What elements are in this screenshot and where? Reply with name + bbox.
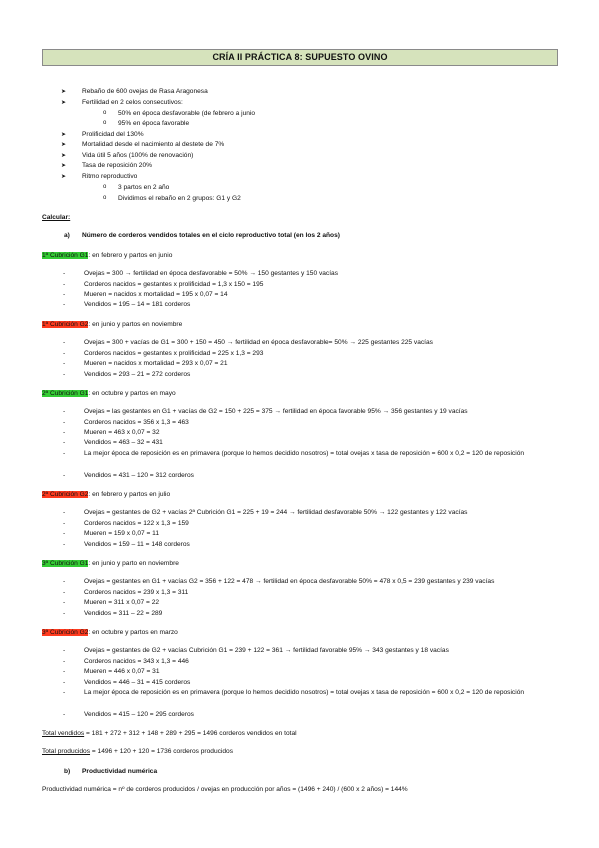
productividad-line: Productividad numérica = nº de corderos producidos / ovejas en producción por años = (1496 + 240) / (600 x 2 años) = 144% <box>42 786 408 793</box>
block-line: - Mueren = nacidos x mortalidad = 195 x 0,07 = 14 <box>84 291 228 299</box>
block-tag: 2ª Cubrición G2 <box>42 491 89 498</box>
block-heading: 1ª Cubrición G1: en febrero y partos en junio <box>42 252 173 259</box>
block-tag: 1ª Cubrición G2 <box>42 321 89 328</box>
block-line: - Ovejas = 300 + vacías de G1 = 300 + 150 = 450 → fertilidad en época desfavorable= 50% → 225 gestantes 225 vacías <box>84 339 433 347</box>
block-line: - Ovejas = gestantes de G2 + vacías Cubrición G1 = 239 + 122 = 361 → fertilidad favorable 95% → 343 gestantes y 18 vacías <box>84 647 449 655</box>
block-line: - Vendidos = 446 – 31 = 415 corderos <box>84 679 190 687</box>
block-line: - Ovejas = las gestantes en G1 + vacías de G2 = 150 + 225 = 375 → fertilidad en época favorable 95% → 356 gestantes y 19 vacías <box>84 408 468 416</box>
block-heading: 2ª Cubrición G2: en febrero y partos en julio <box>42 491 171 498</box>
calcular-heading: Calcular: <box>42 214 71 221</box>
section-b-label: b) <box>64 768 71 775</box>
block-tag: 3ª Cubrición G2 <box>42 629 89 636</box>
data-bullet: ➤ Tasa de reposición 20% <box>82 162 152 170</box>
block-line: - Mueren = 463 x 0,07 = 32 <box>84 429 160 437</box>
block-line: - Mueren = nacidos x mortalidad = 293 x 0,07 = 21 <box>84 360 228 368</box>
data-bullet: ➤ Rebaño de 600 ovejas de Rasa Aragonesa <box>82 88 208 96</box>
block-line: - La mejor época de reposición es en primavera (porque lo hemos decidido nosotros) = total ovejas x tasa de reposición = 600 x 0,2 = 120 de reposición <box>84 689 556 697</box>
block-line: - Ovejas = gestantes de G2 + vacías 2ª Cubrición G1 = 225 + 19 = 244 → fertilidad desfavorable 50% → 122 gestantes y 122 vacías <box>84 509 467 517</box>
block-line: - Mueren = 446 x 0,07 = 31 <box>84 668 160 676</box>
block-heading: 1ª Cubrición G2: en junio y partos en noviembre <box>42 321 183 328</box>
total-vendidos <box>42 730 297 738</box>
block-line: - Vendidos = 293 – 21 = 272 corderos <box>84 371 190 379</box>
block-line: - Vendidos = 431 – 120 = 312 corderos <box>84 472 194 480</box>
data-bullet: ➤ Prolificidad del 130% <box>82 131 144 139</box>
block-line: - Corderos nacidos = 343 x 1,3 = 446 <box>84 658 189 666</box>
block-tag: 3ª Cubrición G1 <box>42 560 89 567</box>
page-title: CRÍA II PRÁCTICA 8: SUPUESTO OVINO <box>212 51 388 62</box>
block-tag: 1ª Cubrición G1 <box>42 252 89 259</box>
block-line: - Vendidos = 463 – 32 = 431 <box>84 439 163 447</box>
data-sub-bullet: o Dividimos el rebaño en 2 grupos: G1 y G2 <box>118 195 241 203</box>
block-line: - Vendidos = 195 – 14 = 181 corderos <box>84 301 190 309</box>
block-line: - Ovejas = gestantes en G1 + vacías G2 = 356 + 122 = 478 → fertilidad en época desfavorable 50% = 478 x 0,5 = 239 gestantes y 239 vacías <box>84 578 494 586</box>
block-line: - Ovejas = 300 → fertilidad en época desfavorable = 50% → 150 gestantes y 150 vacías <box>84 270 338 278</box>
block-line: - Mueren = 159 x 0,07 = 11 <box>84 530 159 538</box>
data-bullet: ➤ Vida útil 5 años (100% de renovación) <box>82 152 193 160</box>
block-line: - Corderos nacidos = gestantes x prolificidad = 1,3 x 150 = 195 <box>84 281 263 289</box>
data-sub-bullet: o 50% en época desfavorable (de febrero a junio <box>118 110 255 118</box>
block-line: - Corderos nacidos = 122 x 1,3 = 159 <box>84 520 189 528</box>
section-b-title: Productividad numérica <box>82 768 158 775</box>
block-line: - La mejor época de reposición es en primavera (porque lo hemos decidido nosotros) = total ovejas x tasa de reposición = 600 x 0,2 = 120 de reposición <box>84 450 556 458</box>
block-line: - Corderos nacidos = gestantes x prolificidad = 225 x 1,3 = 293 <box>84 350 263 358</box>
block-line: - Corderos nacidos = 239 x 1,3 = 311 <box>84 589 188 597</box>
block-line: - Vendidos = 159 – 11 = 148 corderos <box>84 541 190 549</box>
block-heading: 2ª Cubrición G1: en octubre y partos en mayo <box>42 390 176 397</box>
total-producidos-value: = 1496 + 120 + 120 = 1736 corderos producidos <box>90 748 234 755</box>
page-title-box <box>42 49 558 66</box>
block-line: - Corderos nacidos = 356 x 1,3 = 463 <box>84 419 189 427</box>
data-bullet: ➤ Mortalidad desde el nacimiento al destete de 7% <box>82 141 224 149</box>
block-line: - Mueren = 311 x 0,07 = 22 <box>84 599 159 607</box>
total-vendidos-label: Total vendidos <box>42 730 85 737</box>
total-vendidos-value: = 181 + 272 + 312 + 148 + 289 + 295 = 1496 corderos vendidos en total <box>84 730 297 737</box>
section-a-label: a) <box>64 232 70 239</box>
block-heading: 3ª Cubrición G2: en octubre y partos en marzo <box>42 629 178 636</box>
data-bullet: ➤ Ritmo reproductivo <box>82 173 137 181</box>
total-producidos-label: Total producidos <box>42 748 91 755</box>
total-producidos <box>42 748 233 756</box>
block-line: - Vendidos = 415 – 120 = 295 corderos <box>84 711 194 719</box>
data-sub-bullet: o 3 partos en 2 año <box>118 184 169 192</box>
data-sub-bullet: o 95% en época favorable <box>118 120 189 128</box>
block-heading: 3ª Cubrición G1: en junio y parto en noviembre <box>42 560 179 567</box>
data-bullet: ➤ Fertilidad en 2 celos consecutivos: <box>82 99 183 107</box>
section-a-title: Número de corderos vendidos totales en el ciclo reproductivo total (en los 2 años) <box>82 232 340 239</box>
block-line: - Vendidos = 311 – 22 = 289 <box>84 610 162 618</box>
block-tag: 2ª Cubrición G1 <box>42 390 89 397</box>
